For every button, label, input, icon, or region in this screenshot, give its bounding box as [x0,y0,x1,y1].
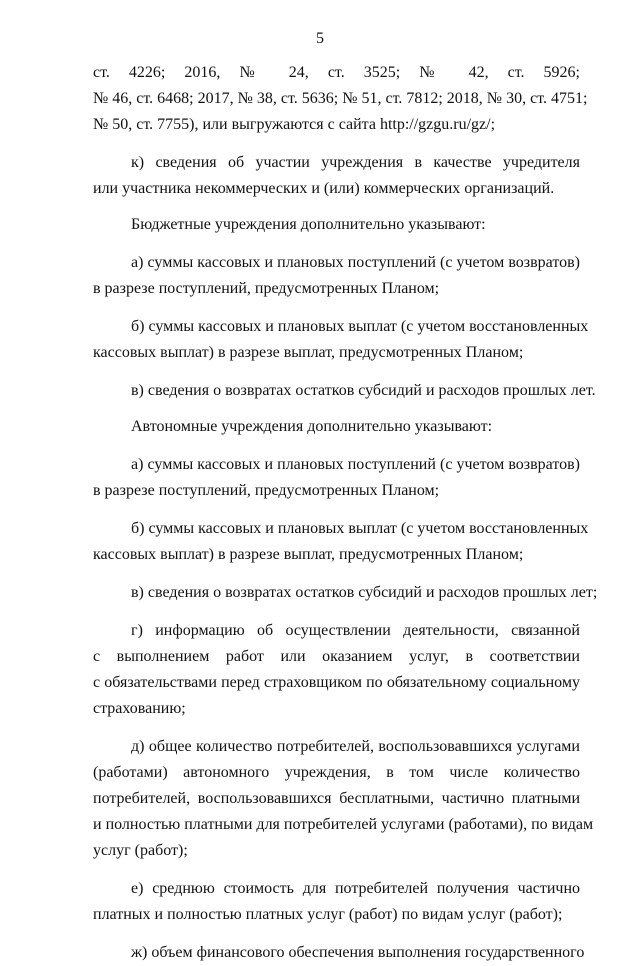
text-line: д) общее количество потребителей, воспользовавшихся услугами [131,738,580,755]
text-line: Бюджетные учреждения дополнительно указывают: [131,216,486,233]
text-line: в разрезе поступлений, предусмотренных Планом; [93,280,440,297]
text-line: г) информацию об осуществлении деятельности, связанной [131,622,580,639]
text-line: б) суммы кассовых и плановых выплат (с учетом восстановленных [131,520,589,537]
paragraph-budget-a [93,250,580,302]
paragraph-auto-heading [93,414,580,440]
paragraph-budget-b [93,314,589,366]
text-line: услуг (работ); [93,842,188,859]
text-line: потребителей, воспользовавшихся бесплатными, частично платными [93,790,580,807]
paragraph-auto-d [93,734,594,864]
paragraph-budget-heading [93,212,580,238]
text-line: в) сведения о возвратах остатков субсидий и расходов прошлых лет. [131,382,596,399]
paragraph-intro-continuation [93,60,588,138]
paragraph-auto-a [93,452,580,504]
text-line: кассовых выплат) в разрезе выплат, предусмотренных Планом; [93,344,524,361]
text-line: (работами) автономного учреждения, в том числе количество [93,764,580,781]
paragraph-budget-v [93,378,596,404]
text-line: с обязательствами перед страховщиком по обязательному социальному [93,674,580,691]
text-line: ж) объем финансового обеспечения выполнения государственного [131,944,585,961]
paragraph-item-k [93,150,580,202]
text-line: Автономные учреждения дополнительно указывают: [131,418,493,435]
text-line: ст. 4226; 2016, № 24, ст. 3525; № 42, ст. 5926; [93,64,580,81]
text-line: в) сведения о возвратах остатков субсидий и расходов прошлых лет; [131,584,598,601]
paragraph-auto-g [93,618,580,722]
paragraph-auto-zh [93,940,585,966]
document-body [93,60,598,966]
page-number: 5 [316,30,324,47]
text-line: а) суммы кассовых и плановых поступлений (с учетом возвратов) [131,254,580,271]
text-line: с выполнением работ или оказанием услуг, в соответствии [93,648,580,665]
text-line: платных и полностью платных услуг (работ) по видам услуг (работ); [93,906,563,923]
text-line: в разрезе поступлений, предусмотренных Планом; [93,482,440,499]
text-line: и полностью платными для потребителей услугами (работами), по видам [93,816,594,833]
text-line: или участника некоммерческих и (или) коммерческих организаций. [93,180,555,197]
text-line: страхованию; [93,700,186,717]
paragraph-auto-v [93,580,598,606]
text-line: № 50, ст. 7755), или выгружаются с сайта http://gzgu.ru/gz/; [93,116,496,133]
text-line: кассовых выплат) в разрезе выплат, предусмотренных Планом; [93,546,524,563]
paragraph-auto-e [93,876,580,928]
text-line: е) среднюю стоимость для потребителей получения частично [131,880,580,897]
text-line: к) сведения об участии учреждения в качестве учредителя [131,154,580,171]
text-line: № 46, ст. 6468; 2017, № 38, ст. 5636; № 51, ст. 7812; 2018, № 30, ст. 4751; [93,90,588,107]
text-line: б) суммы кассовых и плановых выплат (с учетом восстановленных [131,318,589,335]
text-line: а) суммы кассовых и плановых поступлений (с учетом возвратов) [131,456,580,473]
paragraph-auto-b [93,516,589,568]
